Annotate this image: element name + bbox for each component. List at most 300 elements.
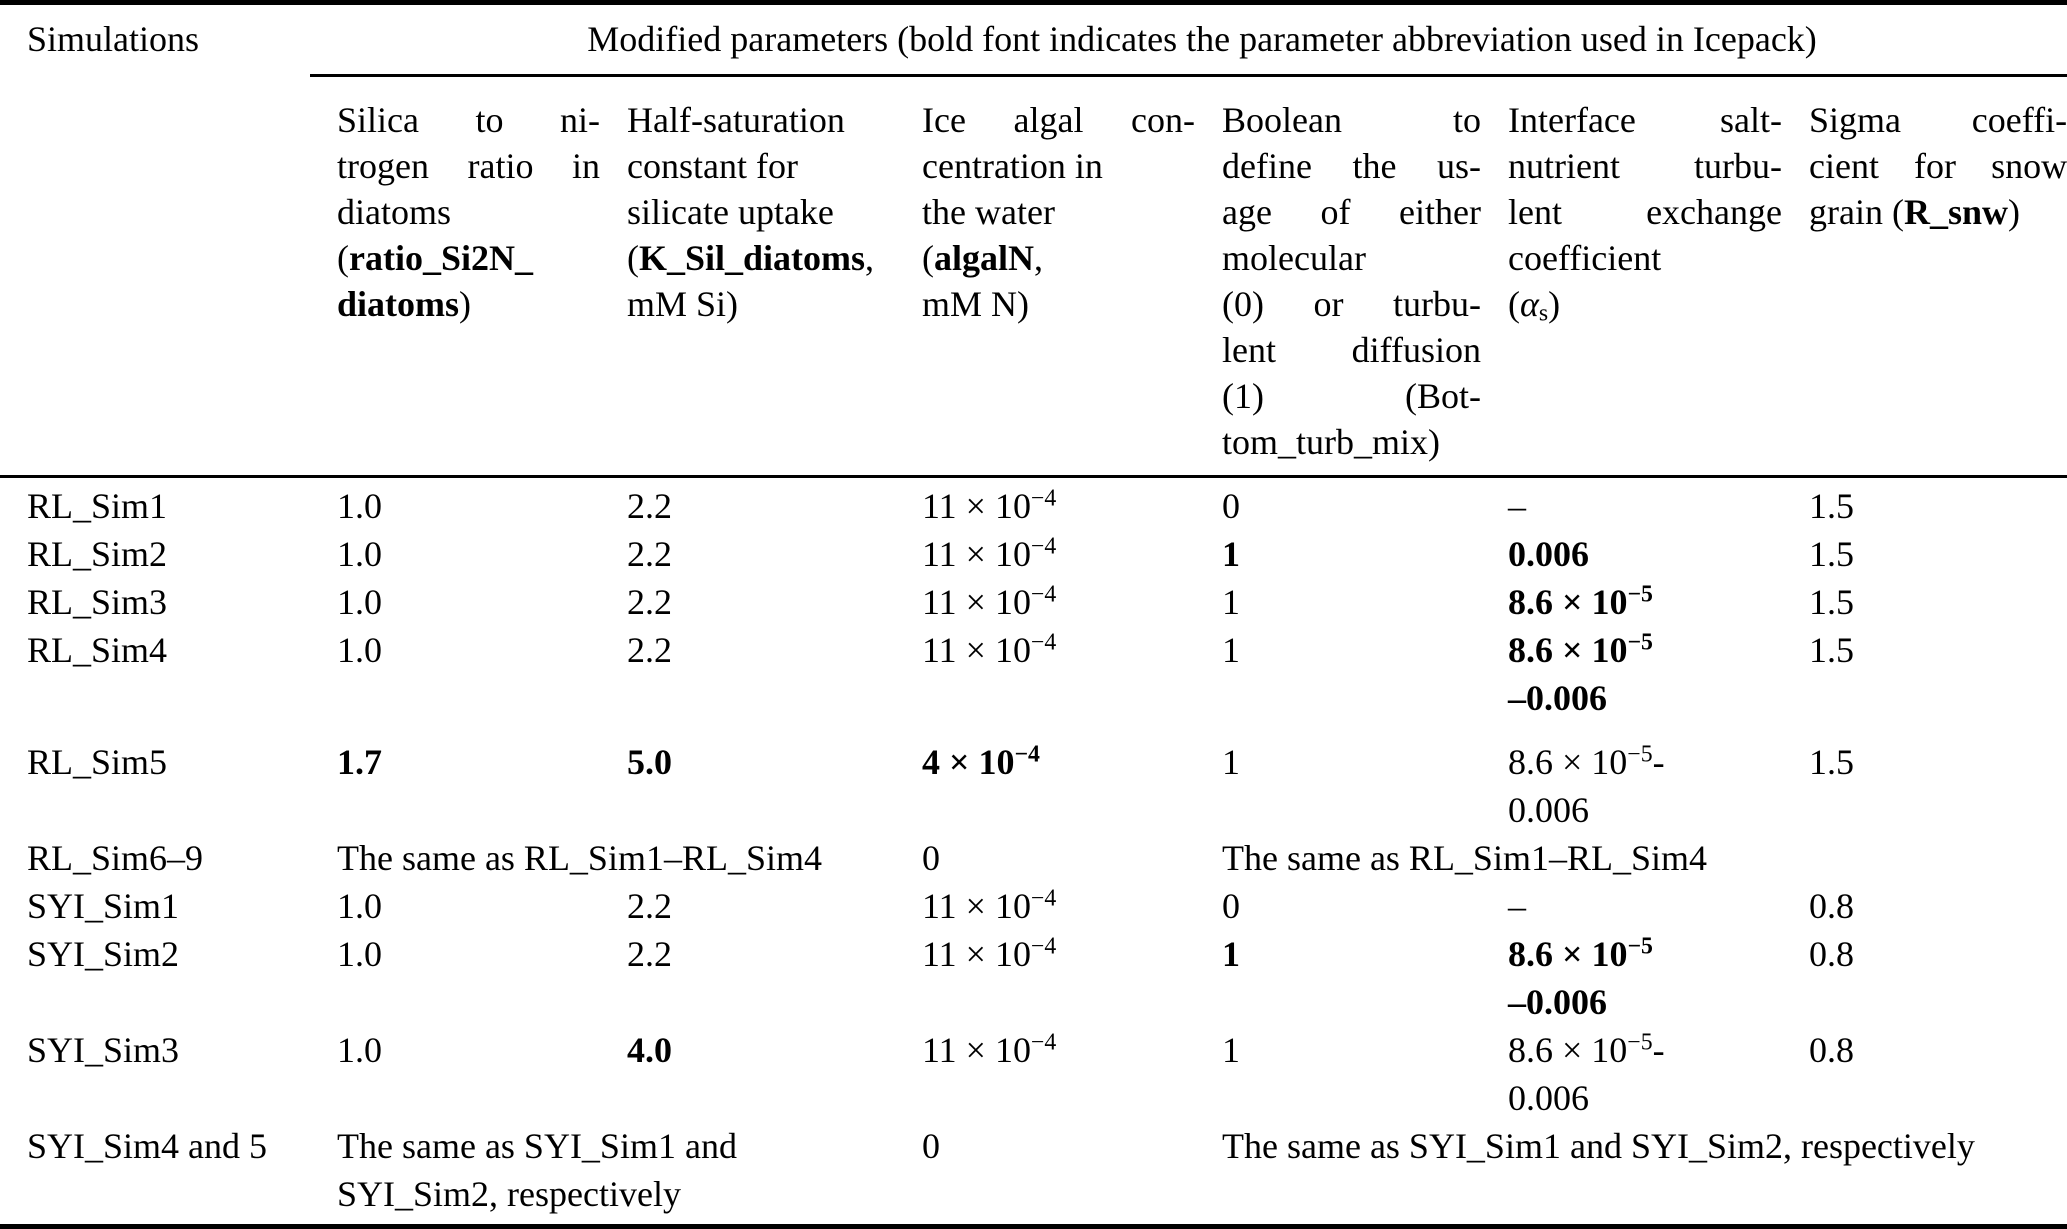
- text-line: [1508, 882, 1782, 930]
- text-run: −5: [1627, 741, 1653, 768]
- text-run: 1.7: [337, 742, 382, 782]
- value-cell: [310, 626, 600, 722]
- text-run: silicate uptake: [627, 192, 834, 232]
- text-run: 0: [1222, 886, 1240, 926]
- text-line: [27, 930, 310, 978]
- text-run: −4: [1030, 581, 1057, 608]
- text-line: [337, 530, 600, 578]
- text-run: 0: [1222, 486, 1240, 526]
- text-run: tom_turb_mix): [1222, 422, 1440, 462]
- text-line: [1508, 930, 1782, 978]
- text-line: [1222, 1026, 1481, 1074]
- text-run: 0.8: [1809, 934, 1854, 974]
- text-run: 1: [1222, 1030, 1240, 1070]
- table-row: [0, 722, 2067, 834]
- text-line: [1508, 97, 1782, 143]
- value-cell: [600, 1026, 895, 1122]
- text-line: [1222, 578, 1481, 626]
- text-run: −5: [1627, 581, 1653, 608]
- text-line: [1222, 530, 1481, 578]
- text-run: 5.0: [627, 742, 672, 782]
- text-line: [922, 738, 1195, 786]
- text-line: [1809, 578, 2067, 626]
- text-line: [922, 930, 1195, 978]
- text-line: [922, 530, 1195, 578]
- text-line: [1508, 626, 1782, 674]
- simulations-column-title: Simulations: [27, 19, 200, 59]
- text-line: [27, 530, 310, 578]
- text-run: R_snw: [1903, 192, 2008, 232]
- text-run: 0.8: [1809, 1030, 1854, 1070]
- text-run: grain (: [1809, 192, 1904, 232]
- text-run: 2.2: [627, 486, 672, 526]
- text-run: 0: [922, 838, 940, 878]
- table-body: [0, 477, 2067, 1227]
- value-cell: [310, 578, 600, 626]
- value-cell: [1195, 834, 2067, 882]
- text-run: SYI_Sim2, respectively: [337, 1174, 681, 1214]
- row-label-cell: [0, 578, 310, 626]
- text-line: [627, 530, 895, 578]
- text-run: 1.0: [337, 1030, 382, 1070]
- text-run: 1.0: [337, 534, 382, 574]
- text-run: 11 × 10: [922, 934, 1031, 974]
- text-run: 11 × 10: [922, 886, 1031, 926]
- header-sigma-snow-grain: [1782, 76, 2067, 477]
- text-run: −5: [1627, 933, 1653, 960]
- text-line: [1222, 834, 2067, 882]
- row-label-cell: [0, 1026, 310, 1122]
- text-line: [922, 626, 1195, 674]
- text-run: The same as SYI_Sim1 and: [337, 1126, 737, 1166]
- text-run: 1.0: [337, 886, 382, 926]
- text-line: [1222, 97, 1481, 143]
- text-line: [922, 189, 1195, 235]
- text-line: [1508, 578, 1782, 626]
- value-cell: [895, 882, 1195, 930]
- text-run: SYI_Sim3: [27, 1030, 180, 1070]
- text-line: [1508, 482, 1782, 530]
- text-run: constant for: [627, 146, 798, 186]
- text-run: diatoms: [337, 284, 460, 324]
- text-run: 1: [1222, 934, 1240, 974]
- text-line: [337, 97, 600, 143]
- row-label-cell: [0, 834, 310, 882]
- text-run: ): [459, 284, 472, 324]
- text-line: [922, 143, 1195, 189]
- text-run: 1.0: [337, 934, 382, 974]
- text-run: 8.6 × 10: [1508, 1030, 1628, 1070]
- text-line: [627, 97, 895, 143]
- text-line: [1809, 482, 2067, 530]
- text-run: The same as SYI_Sim1 and SYI_Sim2, respectively: [1222, 1126, 1975, 1166]
- value-cell: [1481, 930, 1782, 1026]
- text-line: [1809, 738, 2067, 786]
- text-run: (: [1508, 284, 1520, 324]
- value-cell: [310, 477, 600, 531]
- text-run: 1.5: [1809, 486, 1854, 526]
- text-run: The same as RL_Sim1–RL_Sim4: [337, 838, 822, 878]
- text-run: –0.006: [1508, 982, 1607, 1022]
- value-cell: [1782, 530, 2067, 578]
- text-run: 0: [922, 1126, 940, 1166]
- text-line: [1222, 882, 1481, 930]
- text-run: -: [1652, 1030, 1665, 1070]
- value-cell: [895, 530, 1195, 578]
- value-cell: [1195, 722, 1481, 834]
- text-run: RL_Sim6–9: [27, 838, 204, 878]
- value-cell: [1195, 530, 1481, 578]
- text-line: [922, 235, 1195, 281]
- value-cell: [1481, 578, 1782, 626]
- text-run: −4: [1030, 533, 1057, 560]
- text-line: [627, 578, 895, 626]
- text-run: define the us-: [1222, 146, 1481, 186]
- value-cell: [1782, 930, 2067, 1026]
- value-cell: [895, 626, 1195, 722]
- text-line: [627, 189, 895, 235]
- text-run: –0.006: [1508, 678, 1607, 718]
- value-cell: [310, 1026, 600, 1122]
- row-label-cell: [0, 882, 310, 930]
- value-cell: [600, 882, 895, 930]
- value-cell: [895, 578, 1195, 626]
- text-run: (: [922, 238, 934, 278]
- text-run: RL_Sim1: [27, 486, 168, 526]
- row-label-cell: [0, 530, 310, 578]
- value-cell: [895, 1122, 1195, 1227]
- value-cell: [1782, 882, 2067, 930]
- table-row: [0, 626, 2067, 722]
- text-run: age of either: [1222, 192, 1481, 232]
- text-run: Ice algal con-: [922, 100, 1195, 140]
- text-run: (: [337, 238, 349, 278]
- table-row: [0, 578, 2067, 626]
- text-run: 11 × 10: [922, 1030, 1031, 1070]
- text-run: mM Si): [627, 284, 739, 324]
- text-run: Interface salt-: [1508, 100, 1782, 140]
- text-run: 8.6 × 10: [1508, 582, 1628, 622]
- text-run: 2.2: [627, 534, 672, 574]
- value-cell: [1195, 1122, 2067, 1227]
- text-line: [627, 882, 895, 930]
- text-line: [627, 143, 895, 189]
- text-line: [27, 738, 310, 786]
- table-row: [0, 930, 2067, 1026]
- text-line: [1809, 189, 2067, 235]
- text-run: 0.006: [1508, 1078, 1589, 1118]
- text-line: [922, 882, 1195, 930]
- value-cell: [1481, 626, 1782, 722]
- text-run: (0) or turbu-: [1222, 284, 1481, 324]
- text-run: 11 × 10: [922, 582, 1031, 622]
- header-half-saturation-constant: [600, 76, 895, 477]
- text-line: [627, 930, 895, 978]
- value-cell: [1195, 882, 1481, 930]
- text-run: 1.0: [337, 630, 382, 670]
- text-line: [27, 626, 310, 674]
- text-line: [922, 1026, 1195, 1074]
- text-run: −4: [1014, 741, 1040, 768]
- text-line: [1809, 97, 2067, 143]
- text-line: [922, 281, 1195, 327]
- text-run: −4: [1030, 1029, 1057, 1056]
- text-line: [337, 189, 600, 235]
- header-empty-cell: [0, 76, 310, 477]
- text-line: [1508, 281, 1782, 327]
- text-run: coefficient: [1508, 238, 1662, 278]
- text-line: [1508, 1026, 1782, 1074]
- text-run: 1: [1222, 534, 1240, 574]
- title-row: [0, 3, 2067, 76]
- text-run: RL_Sim2: [27, 534, 168, 574]
- text-run: (1) (Bot-: [1222, 376, 1481, 416]
- modified-parameters-title: Modified parameters (bold font indicates the parameter abbreviation used in Icepack): [310, 3, 2067, 76]
- value-cell: [1782, 722, 2067, 834]
- text-line: [1508, 189, 1782, 235]
- row-label-cell: [0, 626, 310, 722]
- text-run: ): [1548, 284, 1561, 324]
- value-cell: [310, 722, 600, 834]
- text-run: 1.0: [337, 486, 382, 526]
- text-run: RL_Sim4: [27, 630, 168, 670]
- text-run: (: [627, 238, 639, 278]
- value-cell: [895, 834, 1195, 882]
- header-silica-nitrogen-ratio: [310, 76, 600, 477]
- text-line: [27, 482, 310, 530]
- value-cell: [600, 930, 895, 1026]
- value-cell: [1782, 626, 2067, 722]
- text-run: −4: [1030, 933, 1057, 960]
- table-row: [0, 1122, 2067, 1227]
- text-line: [1508, 674, 1782, 722]
- text-run: 0.006: [1508, 790, 1589, 830]
- text-line: [1222, 373, 1481, 419]
- text-run: 11 × 10: [922, 534, 1031, 574]
- text-run: lent exchange: [1508, 192, 1782, 232]
- header-interface-exchange-coefficient: [1481, 76, 1782, 477]
- text-line: [1508, 143, 1782, 189]
- text-run: −4: [1030, 629, 1057, 656]
- text-run: 8.6 × 10: [1508, 742, 1628, 782]
- text-line: [337, 834, 895, 882]
- text-line: [27, 578, 310, 626]
- text-run: lent diffusion: [1222, 330, 1481, 370]
- text-run: algalN: [934, 238, 1035, 278]
- text-run: cient for snow: [1809, 146, 2067, 186]
- text-line: [27, 834, 310, 882]
- value-cell: [1782, 477, 2067, 531]
- text-run: K_Sil_diatoms: [639, 238, 866, 278]
- text-line: [922, 1122, 1195, 1170]
- text-run: 1: [1222, 630, 1240, 670]
- value-cell: [600, 626, 895, 722]
- text-run: the water: [922, 192, 1055, 232]
- text-run: 1: [1222, 742, 1240, 782]
- text-line: [337, 143, 600, 189]
- value-cell: [1481, 1026, 1782, 1122]
- row-label-cell: [0, 477, 310, 531]
- value-cell: [1195, 626, 1481, 722]
- text-run: −5: [1627, 1029, 1653, 1056]
- text-run: 0.8: [1809, 886, 1854, 926]
- text-line: [1508, 978, 1782, 1026]
- value-cell: [1195, 578, 1481, 626]
- text-line: [922, 97, 1195, 143]
- text-line: [1222, 482, 1481, 530]
- text-line: [1809, 530, 2067, 578]
- text-run: nutrient turbu-: [1508, 146, 1782, 186]
- table-row: [0, 834, 2067, 882]
- text-run: 0.006: [1508, 534, 1589, 574]
- text-run: –: [1508, 886, 1526, 926]
- param-header-row: [0, 76, 2067, 477]
- text-line: [1809, 930, 2067, 978]
- text-run: 2.2: [627, 630, 672, 670]
- text-line: [337, 281, 600, 327]
- value-cell: [1195, 1026, 1481, 1122]
- text-run: mM N): [922, 284, 1029, 324]
- text-line: [1222, 189, 1481, 235]
- text-line: [627, 738, 895, 786]
- row-label-cell: [0, 930, 310, 1026]
- value-cell: [600, 722, 895, 834]
- text-line: [1222, 143, 1481, 189]
- table-row: [0, 477, 2067, 531]
- text-line: [337, 482, 600, 530]
- text-run: centration in: [922, 146, 1103, 186]
- text-run: 1.5: [1809, 742, 1854, 782]
- text-run: 1.5: [1809, 582, 1854, 622]
- value-cell: [1782, 1026, 2067, 1122]
- text-run: 8.6 × 10: [1508, 630, 1628, 670]
- text-line: [627, 235, 895, 281]
- text-line: [1222, 281, 1481, 327]
- value-cell: [600, 530, 895, 578]
- text-run: α: [1520, 284, 1539, 324]
- value-cell: [310, 930, 600, 1026]
- header-boolean-bottom-turb-mix: [1195, 76, 1481, 477]
- text-line: [27, 882, 310, 930]
- text-run: ): [2008, 192, 2020, 232]
- text-run: -: [1652, 742, 1665, 782]
- value-cell: [1481, 530, 1782, 578]
- text-line: [1222, 419, 1481, 465]
- text-run: 8.6 × 10: [1508, 934, 1628, 974]
- value-cell: [1195, 930, 1481, 1026]
- value-cell: [1481, 477, 1782, 531]
- text-run: ratio_Si2N_: [349, 238, 533, 278]
- value-cell: [310, 834, 895, 882]
- text-line: [627, 1026, 895, 1074]
- value-cell: [895, 477, 1195, 531]
- text-run: The same as RL_Sim1–RL_Sim4: [1222, 838, 1707, 878]
- value-cell: [895, 930, 1195, 1026]
- text-line: [27, 1122, 310, 1170]
- text-run: SYI_Sim1: [27, 886, 180, 926]
- text-line: [1222, 738, 1481, 786]
- text-run: −5: [1627, 629, 1653, 656]
- table-row: [0, 530, 2067, 578]
- text-line: [337, 1170, 895, 1218]
- value-cell: [1782, 578, 2067, 626]
- text-run: 2.2: [627, 886, 672, 926]
- text-run: SYI_Sim4 and 5: [27, 1126, 268, 1166]
- text-line: [627, 281, 895, 327]
- value-cell: [310, 882, 600, 930]
- text-run: diatoms: [337, 192, 451, 232]
- text-line: [1809, 882, 2067, 930]
- text-line: [922, 834, 1195, 882]
- text-line: [337, 930, 600, 978]
- text-run: s: [1538, 300, 1549, 327]
- text-run: 1.0: [337, 582, 382, 622]
- text-run: 1.5: [1809, 630, 1854, 670]
- text-line: [337, 882, 600, 930]
- text-line: [1508, 235, 1782, 281]
- text-run: 4.0: [627, 1030, 672, 1070]
- text-run: SYI_Sim2: [27, 934, 180, 974]
- text-line: [1508, 1074, 1782, 1122]
- text-line: [337, 1026, 600, 1074]
- text-run: trogen ratio in: [337, 146, 600, 186]
- text-run: 1.5: [1809, 534, 1854, 574]
- text-line: [1222, 930, 1481, 978]
- text-line: [922, 578, 1195, 626]
- text-run: molecular: [1222, 238, 1366, 278]
- text-run: 4 × 10: [922, 742, 1015, 782]
- text-line: [1222, 327, 1481, 373]
- text-run: −4: [1030, 885, 1057, 912]
- text-line: [1508, 530, 1782, 578]
- text-run: –: [1508, 486, 1526, 526]
- text-run: 11 × 10: [922, 630, 1031, 670]
- value-cell: [310, 1122, 895, 1227]
- value-cell: [600, 477, 895, 531]
- text-run: Silica to ni-: [337, 100, 600, 140]
- table-row: [0, 1026, 2067, 1122]
- value-cell: [895, 722, 1195, 834]
- text-line: [27, 1026, 310, 1074]
- text-line: [337, 738, 600, 786]
- text-run: 2.2: [627, 934, 672, 974]
- text-run: RL_Sim5: [27, 742, 168, 782]
- text-line: [1508, 738, 1782, 786]
- text-line: [1222, 235, 1481, 281]
- row-label-cell: [0, 1122, 310, 1227]
- text-run: 11 × 10: [922, 486, 1031, 526]
- text-line: [337, 578, 600, 626]
- text-line: [627, 482, 895, 530]
- text-line: [1809, 1026, 2067, 1074]
- text-run: 1: [1222, 582, 1240, 622]
- text-line: [1222, 626, 1481, 674]
- text-line: [337, 626, 600, 674]
- text-run: Half-saturation: [627, 100, 845, 140]
- text-line: [337, 235, 600, 281]
- value-cell: [1481, 722, 1782, 834]
- header-ice-algal-concentration: [895, 76, 1195, 477]
- text-run: Boolean to: [1222, 100, 1481, 140]
- text-run: 2.2: [627, 582, 672, 622]
- text-line: [1222, 1122, 2067, 1170]
- value-cell: [895, 1026, 1195, 1122]
- value-cell: [600, 578, 895, 626]
- text-line: [1508, 786, 1782, 834]
- text-line: [627, 626, 895, 674]
- row-label-cell: [0, 722, 310, 834]
- text-line: [922, 482, 1195, 530]
